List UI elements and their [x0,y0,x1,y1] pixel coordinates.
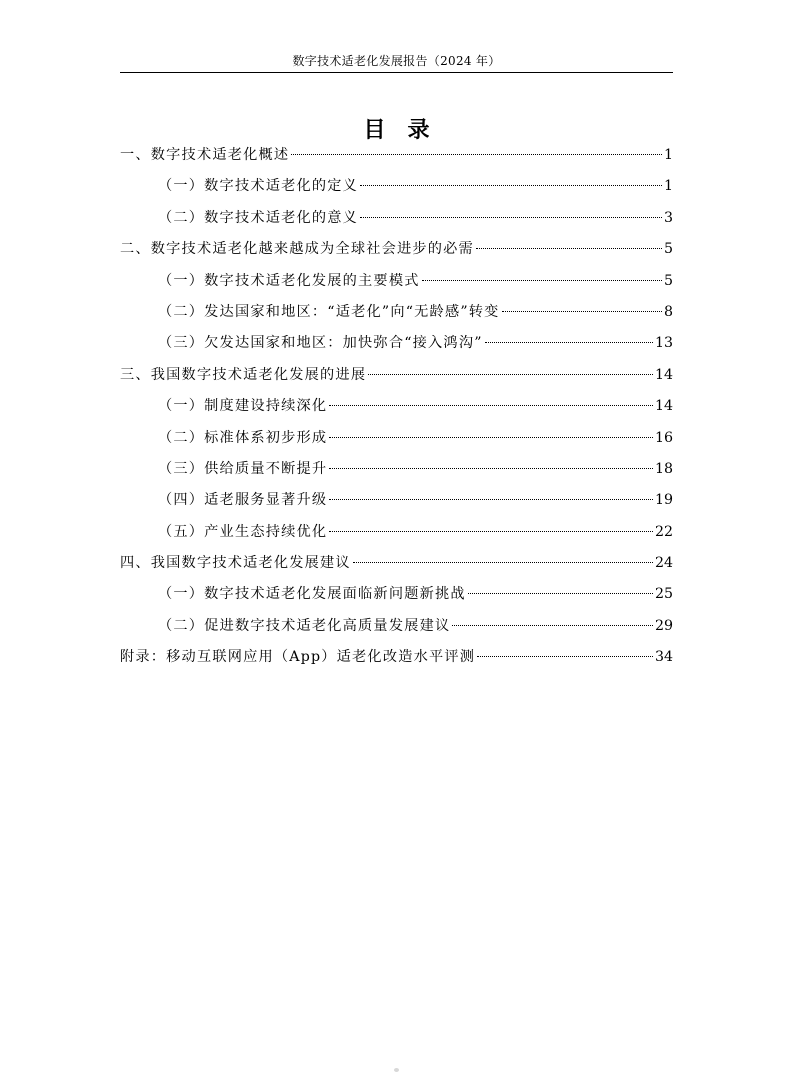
toc-entry-title: （三）供给质量不断提升 [158,460,328,477]
toc-entry-page-number: 13 [654,335,673,352]
toc-entry[interactable] [120,328,673,359]
toc-dot-leader [329,405,653,406]
toc-entry-page-number: 5 [663,241,673,258]
toc-dot-leader [368,374,653,375]
page-footer-mark [394,1068,399,1072]
toc-dot-leader [477,656,653,657]
toc-entry-title: （二）标准体系初步形成 [158,429,328,446]
toc-entry-title: （一）数字技术适老化发展面临新问题新挑战 [158,586,466,603]
toc-entry-title: （五）产业生态持续优化 [158,523,328,540]
table-of-contents [120,140,673,674]
toc-entry-title: 一、数字技术适老化概述 [120,147,290,163]
toc-entry[interactable] [120,485,673,516]
toc-entry[interactable] [120,297,673,328]
toc-entry-title: （一）制度建设持续深化 [158,398,328,415]
toc-dot-leader [360,217,662,218]
toc-dot-leader [329,531,653,532]
toc-entry-page-number: 34 [654,649,673,666]
toc-dot-leader [360,185,662,186]
toc-title-char: 录 [407,117,430,143]
toc-entry-page-number: 8 [663,303,673,320]
toc-entry[interactable] [120,611,673,642]
toc-entry-page-number: 3 [663,209,673,226]
toc-dot-leader [329,499,653,500]
toc-entry-page-number: 1 [663,147,673,163]
toc-entry-page-number: 14 [654,398,673,415]
toc-entry-page-number: 25 [654,586,673,603]
toc-dot-leader [329,437,653,438]
toc-entry[interactable] [120,579,673,610]
toc-entry[interactable] [120,234,673,265]
toc-entry-page-number: 19 [654,492,673,509]
toc-entry-title: （三）欠发达国家和地区：加快弥合“接入鸿沟” [158,335,483,352]
toc-entry-title: 三、我国数字技术适老化发展的进展 [120,366,367,383]
toc-entry[interactable] [120,517,673,548]
toc-entry-page-number: 16 [654,429,673,446]
running-header: 数字技术适老化发展报告（2024 年） [292,54,501,68]
toc-entry[interactable] [120,203,673,234]
toc-entry-title: 附录：移动互联网应用（App）适老化改造水平评测 [120,649,476,666]
toc-dot-leader [452,625,653,626]
toc-dot-leader [422,280,662,281]
toc-entry[interactable] [120,266,673,297]
header-divider [120,72,673,73]
toc-entry[interactable] [120,171,673,202]
toc-entry-page-number: 5 [663,272,673,289]
toc-entry-title: （二）发达国家和地区：“适老化”向“无龄感”转变 [158,303,500,320]
toc-dot-leader [485,342,653,343]
toc-entry-title: 二、数字技术适老化越来越成为全球社会进步的必需 [120,241,474,258]
toc-entry-title: （二）数字技术适老化的意义 [158,209,359,226]
toc-entry-page-number: 14 [654,366,673,383]
toc-entry[interactable] [120,454,673,485]
toc-title-char: 目 [363,117,386,143]
toc-entry[interactable] [120,548,673,579]
toc-entry-page-number: 18 [654,460,673,477]
toc-entry-title: （二）促进数字技术适老化高质量发展建议 [158,617,451,634]
toc-entry-title: （四）适老服务显著升级 [158,492,328,509]
toc-entry-page-number: 24 [654,555,673,572]
toc-entry-page-number: 22 [654,523,673,540]
toc-entry-page-number: 29 [654,617,673,634]
toc-dot-leader [468,593,653,594]
toc-dot-leader [291,154,662,155]
toc-entry-page-number: 1 [663,178,673,195]
toc-entry[interactable] [120,642,673,673]
toc-dot-leader [353,562,653,563]
toc-dot-leader [329,468,653,469]
toc-entry[interactable] [120,140,673,171]
toc-entry-title: （一）数字技术适老化的定义 [158,178,359,195]
toc-dot-leader [502,311,662,312]
toc-entry[interactable] [120,423,673,454]
toc-entry[interactable] [120,360,673,391]
toc-entry[interactable] [120,391,673,422]
toc-entry-title: （一）数字技术适老化发展的主要模式 [158,272,420,289]
toc-dot-leader [476,248,662,249]
toc-entry-title: 四、我国数字技术适老化发展建议 [120,555,351,572]
